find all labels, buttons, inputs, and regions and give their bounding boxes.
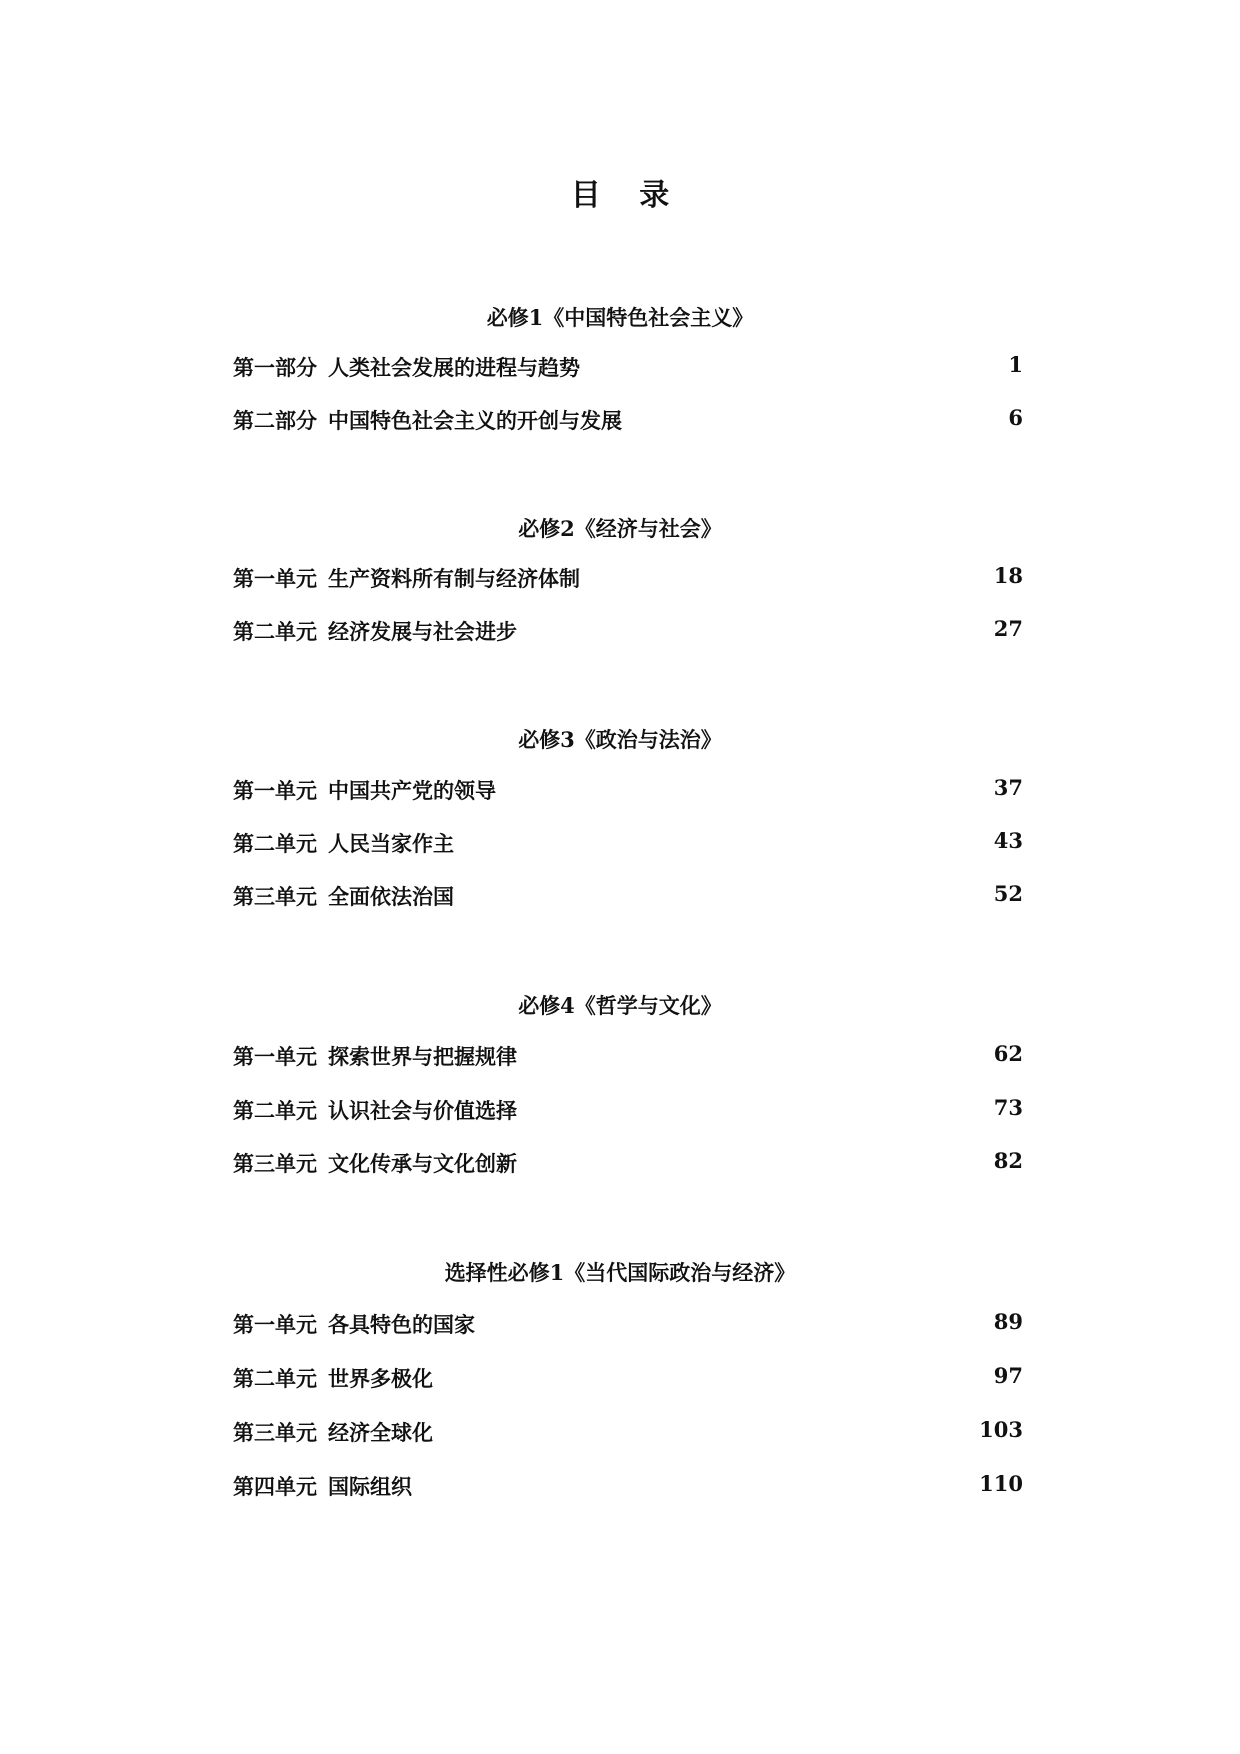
entry-page: 82 [993,1148,1023,1173]
toc-entry[interactable] [233,828,1023,860]
entry-name: 国际组织 [328,1474,412,1499]
entry-name: 经济全球化 [328,1420,433,1445]
toc-entry[interactable] [233,1417,1023,1449]
entry-page: 103 [979,1417,1023,1442]
entry-page: 6 [1008,405,1023,430]
entry-name: 中国特色社会主义的开创与发展 [328,408,622,433]
entry-name: 各具特色的国家 [328,1312,475,1337]
toc-entry[interactable] [233,352,1023,384]
toc-entry[interactable] [233,881,1023,913]
section-heading: 必修2《经济与社会》 [518,516,722,541]
toc-entry[interactable] [233,775,1023,807]
toc-entry[interactable] [233,616,1023,648]
entry-page: 73 [993,1095,1023,1120]
entry-unit: 第一部分 [233,355,317,380]
entry-page: 89 [993,1309,1023,1334]
entry-unit: 第一单元 [233,566,317,591]
entry-page: 27 [993,616,1023,641]
entry-page: 110 [979,1471,1023,1496]
entry-unit: 第三单元 [233,1420,317,1445]
entry-page: 1 [1008,352,1023,377]
section-heading: 必修1《中国特色社会主义》 [486,305,754,330]
toc-entry[interactable] [233,1363,1023,1395]
entry-name: 人民当家作主 [328,831,454,856]
entry-unit: 第一单元 [233,1044,317,1069]
entry-unit: 第三单元 [233,884,317,909]
entry-name: 认识社会与价值选择 [328,1098,517,1123]
entry-page: 62 [993,1041,1023,1066]
entry-page: 18 [993,563,1023,588]
entry-unit: 第三单元 [233,1151,317,1176]
entry-unit: 第一单元 [233,1312,317,1337]
toc-entry[interactable] [233,1471,1023,1503]
entry-unit: 第二单元 [233,619,317,644]
entry-unit: 第二部分 [233,408,317,433]
toc-entry[interactable] [233,563,1023,595]
toc-entry[interactable] [233,405,1023,437]
entry-unit: 第四单元 [233,1474,317,1499]
entry-page: 43 [993,828,1023,853]
entry-unit: 第一单元 [233,778,317,803]
entry-name: 文化传承与文化创新 [328,1151,517,1176]
entry-page: 37 [993,775,1023,800]
entry-page: 97 [993,1363,1023,1388]
entry-name: 全面依法治国 [328,884,454,909]
entry-name: 经济发展与社会进步 [328,619,517,644]
toc-entry[interactable] [233,1041,1023,1073]
entry-name: 探索世界与把握规律 [328,1044,517,1069]
toc-entry[interactable] [233,1309,1023,1341]
section-heading: 必修3《政治与法治》 [518,727,722,752]
entry-unit: 第二单元 [233,1366,317,1391]
toc-entry[interactable] [233,1148,1023,1180]
entry-name: 生产资料所有制与经济体制 [328,566,580,591]
entry-name: 人类社会发展的进程与趋势 [328,355,580,380]
entry-page: 52 [993,881,1023,906]
toc-entry[interactable] [233,1095,1023,1127]
page-title: 目 录 [570,178,684,213]
section-heading: 必修4《哲学与文化》 [518,993,722,1018]
entry-unit: 第二单元 [233,831,317,856]
entry-unit: 第二单元 [233,1098,317,1123]
entry-name: 世界多极化 [328,1366,433,1391]
section-heading: 选择性必修1《当代国际政治与经济》 [444,1260,796,1285]
entry-name: 中国共产党的领导 [328,778,496,803]
